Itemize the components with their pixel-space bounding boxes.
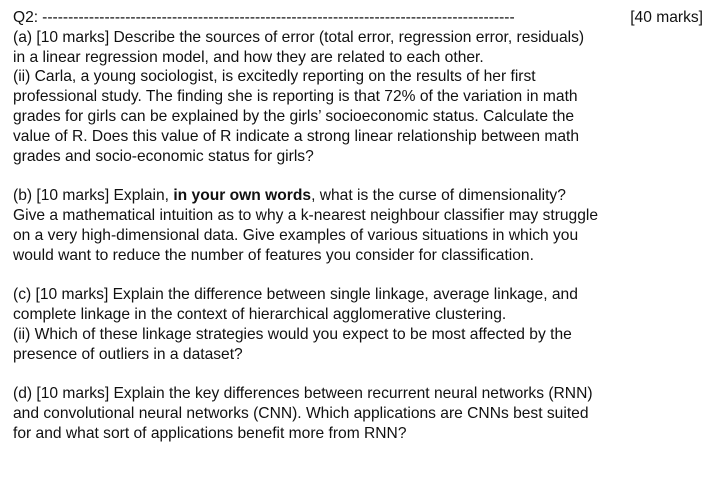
part-a-line: value of R. Does this value of R indicate a strong linear relationship between math xyxy=(13,127,580,145)
paragraph-gap xyxy=(13,265,703,285)
part-c-line: complete linkage in the context of hierarchical agglomerative clustering. xyxy=(13,305,507,323)
part-c xyxy=(13,285,703,364)
part-b-line: Give a mathematical intuition as to why a k-nearest neighbour classifier may struggle xyxy=(13,206,599,224)
part-b-line: would want to reduce the number of features you consider for classification. xyxy=(13,246,534,264)
part-a xyxy=(13,28,703,167)
part-d-line: and convolutional neural networks (CNN). Which applications are CNNs best suited xyxy=(13,404,589,422)
part-d-line: (d) [10 marks] Explain the key differences between recurrent neural networks (RNN) xyxy=(13,385,593,403)
total-marks: [40 marks] xyxy=(630,9,703,26)
part-b-intro-end: , what is the curse of dimensionality? xyxy=(311,187,566,205)
part-a-line: (a) [10 marks] Describe the sources of error (total error, regression error, residuals) xyxy=(13,28,585,46)
part-b xyxy=(13,186,703,265)
part-c-line: presence of outliers in a dataset? xyxy=(13,345,243,363)
part-a-line: grades for girls can be explained by the girls’ socioeconomic status. Calculate the xyxy=(13,107,575,125)
part-a-line: professional study. The finding she is reporting is that 72% of the variation in math xyxy=(13,88,578,106)
part-a-line: grades and socio-economic status for girls? xyxy=(13,147,314,165)
question-number: Q2: xyxy=(13,9,39,26)
part-c-line: (ii) Which of these linkage strategies would you expect to be most affected by the xyxy=(13,325,572,343)
part-c-line: (c) [10 marks] Explain the difference between single linkage, average linkage, and xyxy=(13,286,578,304)
exam-question-document xyxy=(13,8,703,444)
part-b-emphasis: in your own words xyxy=(173,187,312,205)
dashed-separator: ------------------------------------------------------------------------------------------- xyxy=(42,9,515,26)
paragraph-gap xyxy=(13,166,703,186)
part-a-line: (ii) Carla, a young sociologist, is excitedly reporting on the results of her first xyxy=(13,68,536,86)
part-b-line: on a very high-dimensional data. Give examples of various situations in which you xyxy=(13,226,579,244)
part-a-line: in a linear regression model, and how they are related to each other. xyxy=(13,48,484,66)
part-b-intro: (b) [10 marks] Explain, xyxy=(13,187,174,205)
part-d-line: for and what sort of applications benefit more from RNN? xyxy=(13,424,407,442)
question-header xyxy=(13,8,703,28)
paragraph-gap xyxy=(13,364,703,384)
part-d xyxy=(13,384,703,443)
part-b-line xyxy=(13,186,703,206)
